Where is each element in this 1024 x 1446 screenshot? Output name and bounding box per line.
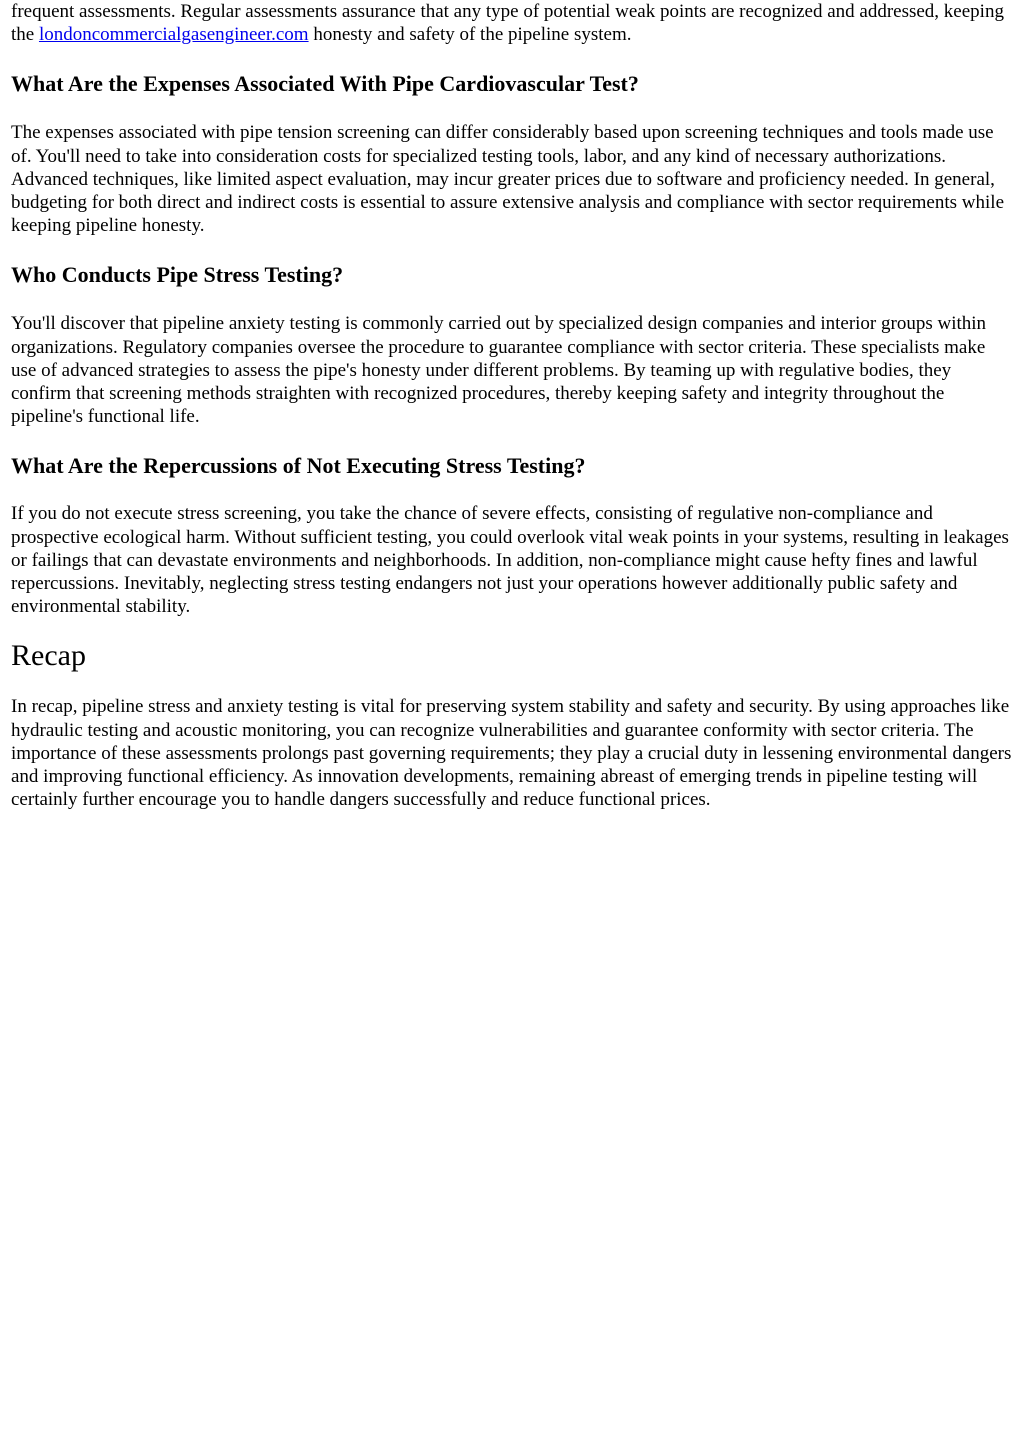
section-body-repercussions: If you do not execute stress screening, you take the chance of severe effects, consisting of regulative non-compliance and prospective ecological harm. Without sufficient testing, you could overlook vital weak points in your systems, resulting in leakages or failings that can devastate environments and neighborhoods. In addition, non-compliance might cause hefty fines and lawful repercussions. Inevitably, neglecting stress testing endangers not just your operations however additionally public safety and environmental stability. [11,503,1009,618]
section-heading-who-conducts: Who Conducts Pipe Stress Testing? [11,262,344,288]
section-heading-expenses: What Are the Expenses Associated With Pipe Cardiovascular Test? [11,71,639,97]
section-body-who-conducts: You'll discover that pipeline anxiety testing is commonly carried out by specialized design companies and interior groups within organizations. Regulatory companies oversee the procedure to guarantee compliance with sector criteria. These specialists make use of advanced strategies to assess the pipe's honesty under different problems. By teaming up with regulative bodies, they confirm that screening methods straighten with recognized procedures, thereby keeping safety and integrity throughout the pipeline's functional life. [11,313,987,428]
intro-paragraph [11,0,1014,46]
intro-text-before-link: frequent assessments. Regular assessments assurance that any type of potential weak points are recognized and addressed, keeping the [11,1,1004,46]
section-heading-repercussions: What Are the Repercussions of Not Executing Stress Testing? [11,453,586,479]
article-body [11,0,1014,811]
intro-text-after-link: honesty and safety of the pipeline system. [308,24,632,46]
site-link[interactable]: londoncommercialgasengineer.com [38,24,309,46]
section-body-expenses: The expenses associated with pipe tension screening can differ considerably based upon screening techniques and tools made use of. You'll need to take into consideration costs for specialized testing tools, labor, and any kind of necessary authorizations. Advanced techniques, like limited aspect evaluation, may incur greater prices due to software and proficiency needed. In general, budgeting for both direct and indirect costs is essential to assure extensive analysis and compliance with sector requirements while keeping pipeline honesty. [11,122,1005,237]
recap-heading: Recap [11,639,86,673]
recap-body: In recap, pipeline stress and anxiety testing is vital for preserving system stability and safety and security. By using approaches like hydraulic testing and acoustic monitoring, you can recognize vulnerabilities and guarantee conformity with sector criteria. The importance of these assessments prolongs past governing requirements; they play a crucial duty in lessening environmental dangers and improving functional efficiency. As innovation developments, remaining abreast of emerging trends in pipeline testing will certainly further encourage you to handle dangers successfully and reduce functional prices. [11,696,1012,811]
